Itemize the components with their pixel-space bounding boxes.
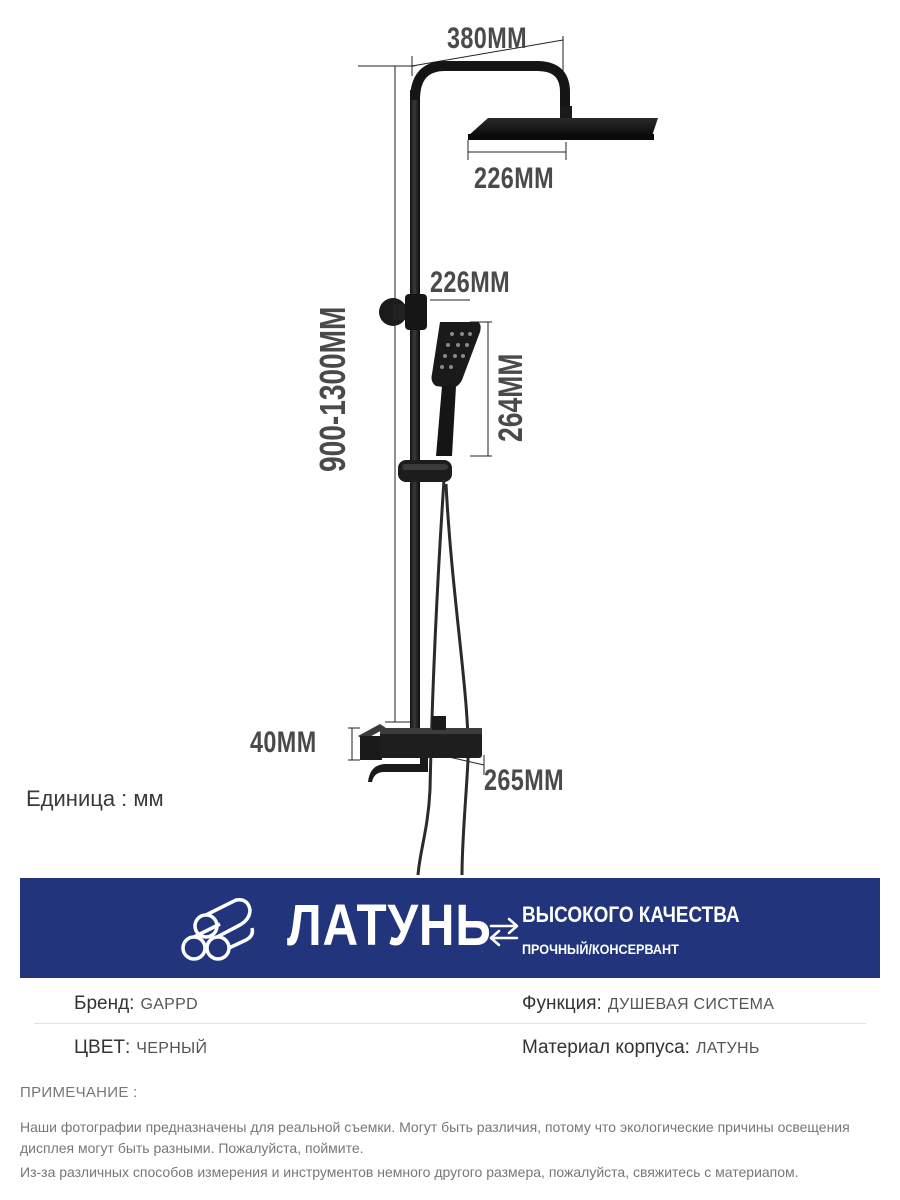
spec-brand	[74, 993, 198, 1015]
dimension-column-height: 900-1300MM	[312, 306, 353, 472]
spec-material-value: ЛАТУНЬ	[695, 1040, 760, 1057]
swap-arrows-icon	[487, 916, 521, 948]
dimension-valve-width: 265MM	[484, 764, 564, 797]
spec-row	[34, 1029, 866, 1067]
unit-label: Единица : мм	[26, 786, 164, 811]
banner-title: ЛАТУНЬ	[287, 893, 492, 958]
dimension-valve-height: 40MM	[250, 726, 317, 759]
spec-color	[74, 1037, 207, 1059]
spec-function-label: Функция:	[522, 993, 602, 1014]
banner-headline: ВЫСОКОГО КАЧЕСТВА	[522, 902, 740, 927]
spec-brand-value: GAPPD	[140, 996, 198, 1013]
spec-material-label: Материал корпуса:	[522, 1037, 690, 1058]
spec-material	[522, 1037, 760, 1059]
brass-pipes-icon	[180, 892, 256, 964]
dimension-head-shower-size: 226MM	[474, 162, 554, 195]
material-banner	[20, 878, 880, 978]
dimension-hand-shower-length: 264MM	[492, 353, 530, 442]
note-measurement-disclaimer: Из-за различных способов измерения и инструментов немного другого размера, пожалуйста, свяжитесь с материапом.	[20, 1164, 799, 1180]
spec-row	[34, 985, 866, 1024]
banner-subline: ПРОЧНЫЙ/КОНСЕРВАНТ	[522, 941, 679, 957]
dimension-lines	[348, 36, 566, 775]
hand-shower	[432, 322, 481, 456]
notes-title: ПРИМЕЧАНИЕ :	[20, 1084, 138, 1101]
spec-color-value: ЧЕРНЫЙ	[136, 1040, 208, 1057]
spec-color-label: ЦВЕТ:	[74, 1037, 131, 1058]
dimension-top-arm-width: 380MM	[447, 22, 527, 55]
spec-function-value: ДУШЕВАЯ СИСТЕМА	[607, 996, 775, 1013]
note-photo-disclaimer: Наши фотографии предназначены для реальной съемки. Могут быть различия, потому что экологические причины освещения дисплея могут быть разными. Пожалуйста, поймите.	[20, 1119, 850, 1156]
dimension-hand-shower-size: 226MM	[430, 266, 510, 299]
spec-function	[522, 993, 774, 1015]
spec-brand-label: Бренд:	[74, 993, 135, 1014]
